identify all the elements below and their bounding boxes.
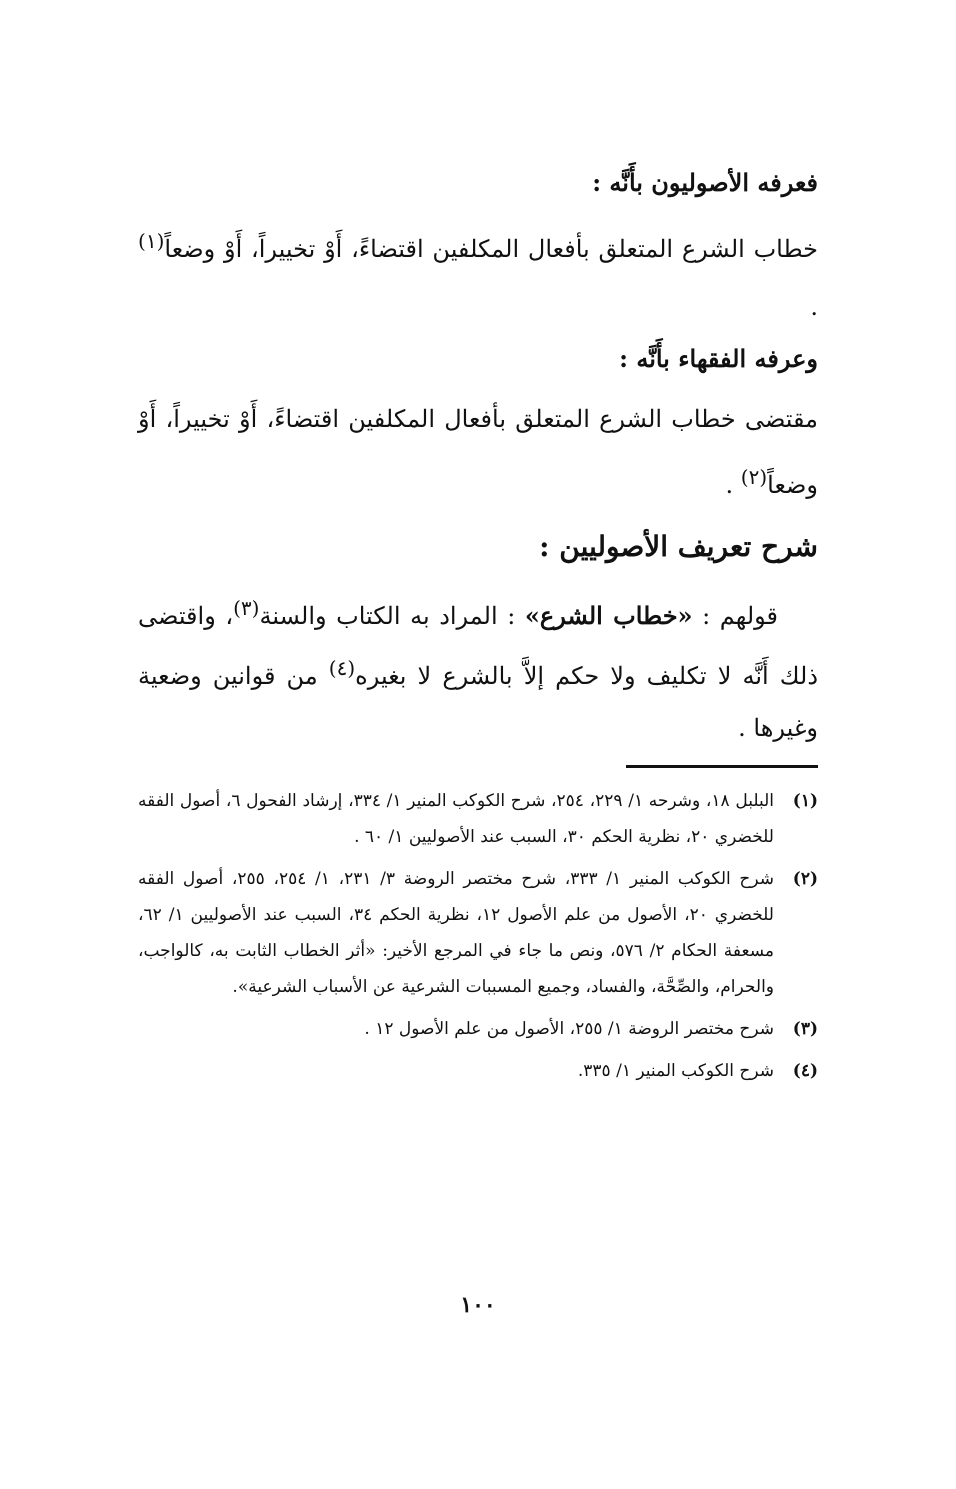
footnote-number: (١)	[792, 791, 818, 811]
footnote-number: (٤)	[792, 1061, 818, 1081]
footnote-text: شرح الكوكب المنير ١/ ٣٣٣، شرح مختصر الروضة ٣/ ٢٣١، ١/ ٢٥٤، ٢٥٥، أصول الفقه للخضري ٢٠، الأصول من علم الأصول ١٢، نظرية الحكم ٣٤، السبب عند الأصوليين ١/ ٦٢، مسعفة الحكام ٢/ ٥٧٦، ونص ما جاء في المرجع الأخير: «أثر الخطاب الثابت به، كالواجب، والحرام، والصِّحَّة، والفساد، وجميع المسببات الشرعية عن الأسباب الشرعية».	[138, 869, 774, 997]
usul-definition-end: .	[810, 293, 818, 321]
sharh-part-1: : المراد به الكتاب والسنة	[259, 602, 525, 630]
usul-definition-body: خطاب الشرع المتعلق بأفعال المكلفين اقتضاءً، أَوْ تخييراً، أَوْ وضعاً	[164, 235, 818, 263]
heading-usul-definition: فعرفه الأصوليون بأَنَّه :	[592, 168, 818, 197]
footnote-text: شرح الكوكب المنير ١/ ٣٣٥.	[577, 1061, 774, 1081]
usul-definition-text	[138, 212, 818, 336]
footnote-divider	[626, 765, 818, 768]
footnote-number: (٢)	[792, 869, 818, 889]
sharh-term: «خطاب الشرع»	[524, 601, 693, 630]
sharh-part-2: ، واقتضى ذلك أَنَّه لا تكليف ولا حكم إلاَّ بالشرع لا بغيره	[138, 602, 818, 690]
sharh-lead: قولهم :	[692, 602, 778, 630]
footnote-item	[138, 1053, 818, 1089]
footnote-text: شرح مختصر الروضة ١/ ٢٥٥، الأصول من علم الأصول ١٢ .	[364, 1019, 774, 1039]
sharh-part-3: من قوانين وضعية وغيرها .	[138, 662, 818, 742]
fuqaha-definition-text	[138, 390, 818, 514]
fuqaha-definition-end: .	[725, 471, 741, 499]
footnote-item	[138, 783, 818, 855]
footnote-item	[138, 1011, 818, 1047]
footnote-ref-1[interactable]: (١)	[138, 229, 165, 253]
footnote-number: (٣)	[792, 1019, 818, 1039]
heading-sharh-usul: شرح تعريف الأصوليين :	[539, 530, 818, 563]
footnote-item	[138, 861, 818, 1005]
footnote-ref-3[interactable]: (٣)	[233, 596, 260, 620]
sharh-paragraph	[138, 582, 818, 754]
footnote-ref-2[interactable]: (٢)	[740, 465, 768, 489]
footnote-text: البلبل ١٨، وشرحه ١/ ٢٢٩، ٢٥٤، شرح الكوكب المنير ١/ ٣٣٤، إرشاد الفحول ٦، أصول الفقه للخضري ٢٠، نظرية الحكم ٣٠، السبب عند الأصوليين ١/ ٦٠ .	[138, 791, 774, 847]
page-number: ١٠٠	[460, 1292, 496, 1318]
footnote-ref-4[interactable]: (٤)	[328, 656, 356, 680]
heading-fuqaha-definition: وعرفه الفقهاء بأَنَّه :	[619, 344, 818, 373]
fuqaha-definition-body: مقتضى خطاب الشرع المتعلق بأفعال المكلفين اقتضاءً، أَوْ تخييراً، أَوْ وضعاً	[138, 405, 818, 499]
footnotes-section	[138, 783, 818, 1095]
